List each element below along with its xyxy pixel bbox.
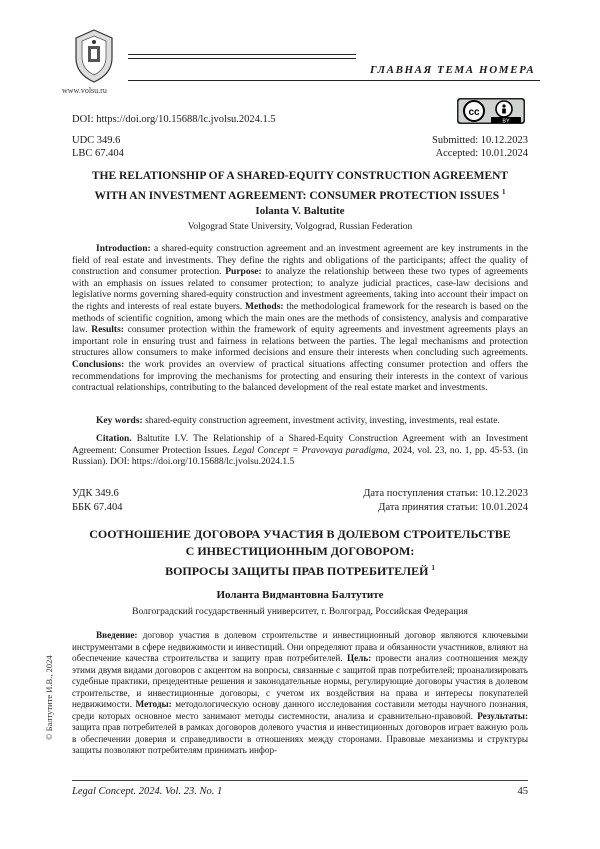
en-keywords bbox=[72, 416, 528, 428]
ru-title-line2: С ИНВЕСТИЦИОННЫМ ДОГОВОРОМ: bbox=[185, 544, 415, 558]
en-methods-text: the methodological framework for the research is based on the methods of scientific cognition, among which the main ones are the methods of consistency, analysis and comparative law. bbox=[72, 301, 529, 336]
page-number: 45 bbox=[517, 786, 528, 797]
ru-results-text: защита прав потребителей в рамках договоров долевого участия и инвестиционных договоров играет важную роль в обеспечении доверия и справедливости в отношениях между сторонами. Правовые механизмы и структуры защиты позволяют потребителям принимать инфор- bbox=[72, 722, 528, 755]
ru-intro-label: Введение: bbox=[96, 630, 138, 640]
ru-accepted: Дата принятия статьи: 10.01.2024 bbox=[378, 502, 528, 513]
en-author: Iolanta V. Baltutite bbox=[255, 205, 345, 217]
ru-lbc: ББК 67.404 bbox=[72, 502, 123, 513]
en-citation bbox=[72, 434, 528, 469]
doi-link[interactable]: DOI: https://doi.org/10.15688/lc.jvolsu.2024.1.5 bbox=[72, 114, 276, 125]
ru-title-line1: СООТНОШЕНИЕ ДОГОВОРА УЧАСТИЯ В ДОЛЕВОМ СТРОИТЕЛЬСТВЕ bbox=[89, 527, 511, 541]
en-purpose-label: Purpose: bbox=[225, 267, 262, 278]
en-udc: UDC 349.6 bbox=[72, 135, 121, 146]
en-results-label: Results: bbox=[91, 325, 124, 336]
ru-purpose-text: провести анализ соотношения между этими двумя видами договоров с акцентом на вопросы, связанные с защитой прав потребителей; проанализировать судебные практики, прецедентные решения и законодательные нормы, регулирующие договоры участия в долевом строительстве, и инвестиционные договоры, с учетом их воздействия на права и интересы покупателей недвижимости. bbox=[72, 653, 528, 709]
side-copyright: © Балтутите И.В., 2024 bbox=[44, 655, 54, 740]
en-submitted: Submitted: 10.12.2023 bbox=[432, 135, 528, 146]
en-citation-label: Citation. bbox=[96, 434, 132, 444]
en-citation-journal: Legal Concept = Pravovaya paradigma bbox=[232, 445, 388, 456]
en-keywords-label: Key words: bbox=[96, 416, 143, 426]
en-abstract bbox=[72, 244, 528, 395]
section-title: ГЛАВНАЯ ТЕМА НОМЕРА bbox=[370, 64, 536, 76]
en-title bbox=[72, 168, 528, 204]
en-purpose-text: to analyze the relationship between these two types of agreements with an emphasis on issues related to consumer protection; to analyze judicial practices, case-law decisions and legislative norms governing shared-equity construction and investment agreements, taking into account their impact on the rights and interests of real estate buyers. bbox=[72, 267, 529, 312]
header-rule-thin bbox=[128, 58, 356, 59]
ru-abstract bbox=[72, 630, 528, 757]
cc-by-license-badge[interactable] bbox=[457, 98, 525, 124]
en-conclusions-text: the work provides an overview of practical situations affecting consumer protection and offers the recommendations for improving the mechanisms for protecting and ensuring their interests in the context of various contractual relationships, contributing to the balanced development of the real estate market and investments. bbox=[72, 359, 529, 394]
person-icon bbox=[502, 104, 505, 107]
en-keywords-text: shared-equity construction agreement, investment activity, investing, investments, real estate. bbox=[145, 416, 500, 426]
ru-purpose-label: Цель: bbox=[346, 653, 372, 663]
en-affiliation: Volgograd State University, Volgograd, Russian Federation bbox=[187, 222, 413, 232]
footer-rule bbox=[72, 780, 528, 781]
ru-udc: УДК 349.6 bbox=[72, 488, 119, 499]
side-copyright-anchor bbox=[44, 655, 54, 750]
en-results-text: consumer protection within the framework of equity agreements and investment agreements plays an important role in ensuring trust and fairness in relations between the parties. The legal mechanisms and protection structures allow consumers to make informed decisions and ensure their interests when concluding such agreements. bbox=[72, 325, 529, 359]
section-underline bbox=[128, 80, 540, 81]
en-intro-label: Introduction: bbox=[96, 244, 151, 254]
en-title-line2: WITH AN INVESTMENT AGREEMENT: CONSUMER PROTECTION ISSUES bbox=[94, 189, 500, 202]
ru-submitted: Дата поступления статьи: 10.12.2023 bbox=[363, 488, 528, 499]
ru-title-line3: ВОПРОСЫ ЗАЩИТЫ ПРАВ ПОТРЕБИТЕЛЕЙ bbox=[165, 564, 429, 578]
en-lbc: LBC 67.404 bbox=[72, 148, 124, 159]
en-citation-tail: , 2024, vol. 23, no. 1, pp. 45-53. (in Russian). DOI: https://doi.org/10.15688/lc.jvolsu.2024.1.5 bbox=[72, 445, 529, 468]
cc-icon: cc bbox=[468, 107, 480, 118]
ru-methods-label: Методы: bbox=[135, 699, 172, 709]
ru-methods-text: методологическую основу данного исследования составили методы научного познания, среди которых основное место занимают методы системности, анализа и сравнительно-правовой. bbox=[72, 699, 529, 721]
header-rule bbox=[128, 54, 356, 55]
ru-title-footnote: 1 bbox=[431, 564, 435, 572]
ru-affiliation: Волгоградский государственный университет, г. Волгоград, Российская Федерация bbox=[132, 607, 468, 617]
en-title-line1: THE RELATIONSHIP OF A SHARED-EQUITY CONSTRUCTION AGREEMENT bbox=[91, 170, 509, 182]
site-url[interactable]: www.volsu.ru bbox=[62, 86, 107, 95]
en-citation-text: Baltutite I.V. The Relationship of a Shared-Equity Construction Agreement with an Investment Agreement: Consumer Protection Issues. bbox=[72, 434, 528, 456]
en-methods-label: Methods: bbox=[245, 301, 284, 312]
ru-title bbox=[72, 526, 528, 580]
ru-author: Иоланта Видмантовна Балтутите bbox=[216, 589, 384, 601]
en-title-footnote: 1 bbox=[502, 188, 506, 196]
footer-journal: Legal Concept. 2024. Vol. 23. No. 1 bbox=[72, 786, 223, 797]
university-logo bbox=[72, 28, 116, 86]
by-label: BY bbox=[502, 118, 510, 124]
en-accepted: Accepted: 10.01.2024 bbox=[435, 148, 528, 159]
ru-intro-text: договор участия в долевом строительстве и инвестиционный договор являются ключевыми инструментами в сфере недвижимости и инвестиций. Они определяют права и обязанности участников, влияют на обеспечение качества строительства и защиту прав потребителей. bbox=[72, 630, 528, 663]
en-conclusions-label: Conclusions: bbox=[72, 359, 125, 370]
en-intro-text: a shared-equity construction agreement and an investment agreement are key instruments in the field of real estate and investments. They define the rights and obligations of the participants; affect the quality of construction and consumer protection. bbox=[72, 244, 528, 278]
ru-results-label: Результаты: bbox=[477, 710, 529, 721]
